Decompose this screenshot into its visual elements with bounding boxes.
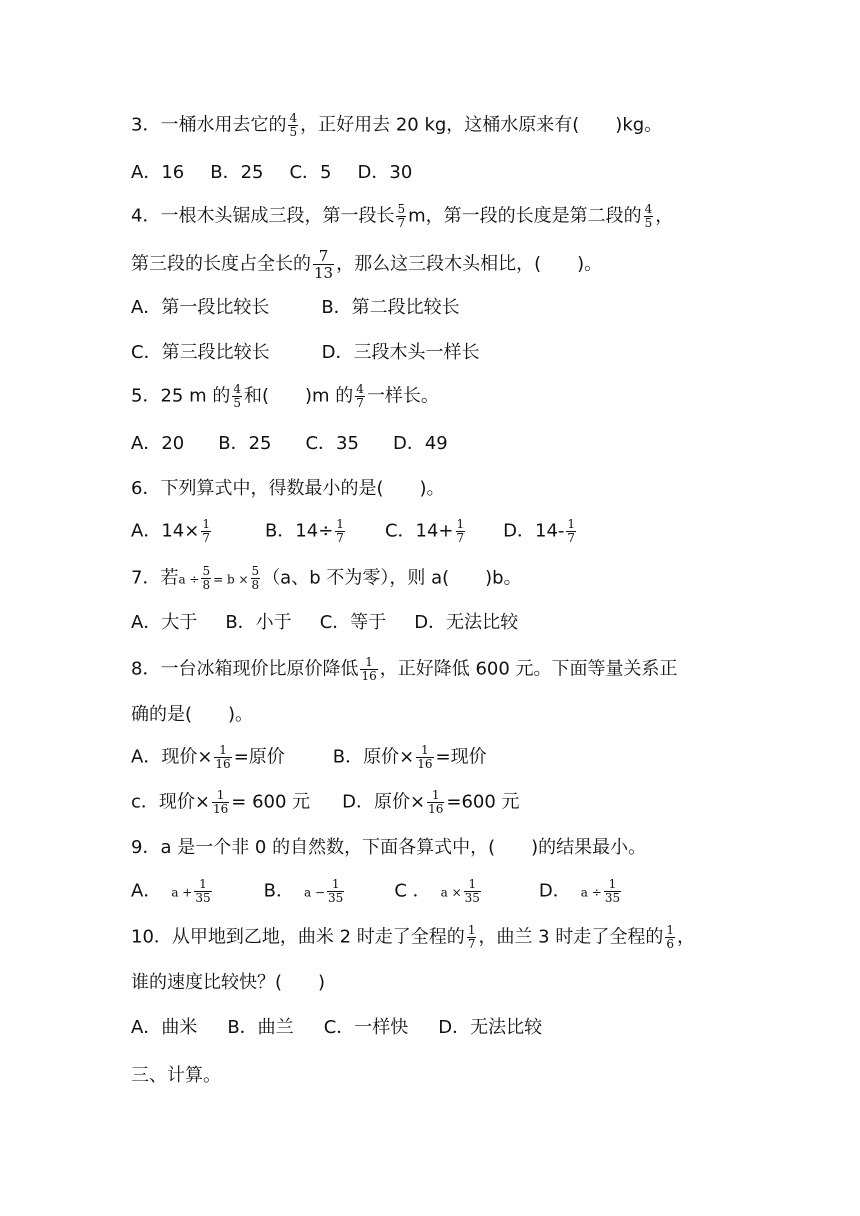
q6-option-c-fraction: $\frac{1}{7}$ <box>456 517 465 545</box>
q10-text-4: 谁的速度比较快？( ) <box>131 972 326 993</box>
q6-options <box>131 518 578 545</box>
q5-fraction-2: $\frac{4}{7}$ <box>356 382 364 410</box>
q4-options-row2 <box>131 341 479 365</box>
q3-text-pre: 3．一桶水用去它的 <box>131 114 287 136</box>
q7-equation-left: a ÷ <box>178 572 200 587</box>
q6-option-d: D．14- <box>503 520 565 542</box>
q7-stem <box>131 565 522 592</box>
q10-option-a: A．曲米 <box>131 1017 198 1038</box>
q5-option-c: C．35 <box>305 433 359 454</box>
q5-options <box>131 432 448 456</box>
q10-option-c: C．一样快 <box>323 1017 409 1038</box>
q8-option-a: A．现价× <box>131 746 213 768</box>
q9-option-c-fraction: $\frac{1}{35}$ <box>464 877 480 905</box>
q10-fraction-2: $\frac{1}{6}$ <box>666 923 674 951</box>
q8-option-c-rest: = 600 元 <box>231 791 311 813</box>
q7-fraction-2: $\frac{5}{8}$ <box>251 564 260 592</box>
q8-option-c-fraction: $\frac{1}{16}$ <box>212 788 229 816</box>
q9-option-a-expr: a + <box>171 885 193 900</box>
q10-text-2: ，曲兰 3 时走了全程的 <box>478 926 664 948</box>
q5-text-3: 一样长。 <box>366 385 439 407</box>
q4-option-d: D．三段木头一样长 <box>321 342 480 363</box>
q8-option-a-rest: =原价 <box>233 746 285 768</box>
q10-option-d: D．无法比较 <box>438 1017 543 1038</box>
q9-option-a: A． <box>131 880 162 902</box>
q3-option-a: A．16 <box>131 162 185 183</box>
section-3-title: 三、计算。 <box>131 1065 221 1086</box>
q10-text-3: ， <box>677 926 695 948</box>
q10-fraction-1: $\frac{1}{7}$ <box>467 923 476 951</box>
q8-option-d: D．原价× <box>342 791 426 813</box>
q6-option-a-fraction: $\frac{1}{7}$ <box>202 517 210 545</box>
q9-option-c-expr: a × <box>440 885 462 900</box>
q8-stem-line1 <box>131 656 678 683</box>
q3-text-post: ，正好用去 20 kg，这桶水原来有( )kg。 <box>300 114 663 136</box>
q9-options <box>131 878 623 905</box>
q7-text-1: 7．若 <box>131 567 179 589</box>
q9-option-c: C ． <box>394 880 431 902</box>
q5-option-b: B．25 <box>218 433 272 454</box>
q6-text: 6．下列算式中，得数最小的是( )。 <box>131 478 445 499</box>
q8-options-row2 <box>131 789 520 816</box>
q10-stem-line1 <box>131 924 695 951</box>
q3-options <box>131 161 412 185</box>
q3-option-d: D．30 <box>357 162 413 183</box>
q9-text: 9．a 是一个非 0 的自然数，下面各算式中，( )的结果最小。 <box>131 837 647 858</box>
q6-option-a: A．14× <box>131 520 200 542</box>
q5-option-a: A．20 <box>131 433 185 454</box>
q6-stem <box>131 477 445 501</box>
q6-option-b: B．14÷ <box>264 520 334 542</box>
q8-option-d-fraction: $\frac{1}{16}$ <box>428 788 444 816</box>
q6-option-d-fraction: $\frac{1}{7}$ <box>567 517 576 545</box>
q6-option-b-fraction: $\frac{1}{7}$ <box>336 517 344 545</box>
q9-option-b: B． <box>263 880 294 902</box>
q8-option-b: B．原价× <box>332 746 415 768</box>
q10-option-b: B．曲兰 <box>227 1017 294 1038</box>
q5-fraction-1: $\frac{4}{5}$ <box>233 382 241 410</box>
q7-option-d: D．无法比较 <box>414 612 519 633</box>
q8-stem-line2 <box>131 703 253 727</box>
q4-text-1: 4．一根木头锯成三段，第一段长 <box>131 205 395 227</box>
q4-stem-line2 <box>131 248 602 281</box>
q5-text-2: 和( )m 的 <box>243 385 354 407</box>
q4-option-a: A．第一段比较长 <box>131 297 270 318</box>
q8-option-b-rest: =现价 <box>435 746 487 768</box>
q8-text-3: 确的是( )。 <box>131 704 254 725</box>
q9-option-a-fraction: $\frac{1}{35}$ <box>195 877 211 905</box>
q4-fraction-2: $\frac{4}{5}$ <box>644 202 653 230</box>
q7-fraction-1: $\frac{5}{8}$ <box>202 564 211 592</box>
q8-fraction: $\frac{1}{16}$ <box>361 655 377 683</box>
q8-option-c: c．现价× <box>131 791 210 813</box>
q3-stem <box>131 112 662 139</box>
q5-option-d: D．49 <box>392 433 448 454</box>
section-3-heading <box>131 1064 221 1088</box>
q7-option-a: A．大于 <box>131 612 198 633</box>
q4-text-4: 第三段的长度占全长的 <box>131 253 311 275</box>
q9-option-d-expr: a ÷ <box>580 885 602 900</box>
q9-option-d: D． <box>538 880 571 902</box>
q9-option-b-expr: a − <box>304 885 326 900</box>
q4-text-2: m，第一段的长度是第二段的 <box>408 205 642 227</box>
q7-text-2: （a、b 不为零），则 a( )b。 <box>262 567 522 589</box>
q7-equation-right: = b × <box>213 572 249 587</box>
q9-option-d-fraction: $\frac{1}{35}$ <box>604 877 621 905</box>
q4-option-b: B．第二段比较长 <box>321 297 460 318</box>
q4-text-5: ，那么这三段木头相比，( )。 <box>336 253 603 275</box>
q4-options-row1 <box>131 296 460 320</box>
q3-option-c: C．5 <box>289 162 332 183</box>
q9-option-b-fraction: $\frac{1}{35}$ <box>328 877 344 905</box>
q4-fraction-1: $\frac{5}{7}$ <box>397 202 406 230</box>
q8-option-d-rest: =600 元 <box>446 791 520 813</box>
q4-fraction-3: $\frac{7}{13}$ <box>314 247 334 282</box>
q3-fraction: $\frac{4}{5}$ <box>289 111 298 139</box>
q4-stem-line1 <box>131 203 673 230</box>
q7-option-b: B．小于 <box>225 612 292 633</box>
q8-option-a-fraction: $\frac{1}{16}$ <box>215 743 231 771</box>
q4-text-3: ， <box>655 205 674 227</box>
q8-text-2: ，正好降低 600 元。下面等量关系正 <box>379 658 678 680</box>
q7-option-c: C．等于 <box>319 612 387 633</box>
q10-stem-line2 <box>131 971 325 995</box>
q10-options <box>131 1016 542 1040</box>
q6-option-c: C．14+ <box>384 520 454 542</box>
q4-option-c: C．第三段比较长 <box>131 342 270 363</box>
q10-text-1: 10．从甲地到乙地，曲米 2 时走了全程的 <box>131 926 465 948</box>
q3-option-b: B．25 <box>210 162 264 183</box>
q5-stem <box>131 383 439 410</box>
q5-text-1: 5．25 m 的 <box>131 385 231 407</box>
q9-stem <box>131 836 646 860</box>
q8-option-b-fraction: $\frac{1}{16}$ <box>417 743 433 771</box>
q8-options-row1 <box>131 744 487 771</box>
q7-options <box>131 611 518 635</box>
q8-text-1: 8．一台冰箱现价比原价降低 <box>131 658 359 680</box>
